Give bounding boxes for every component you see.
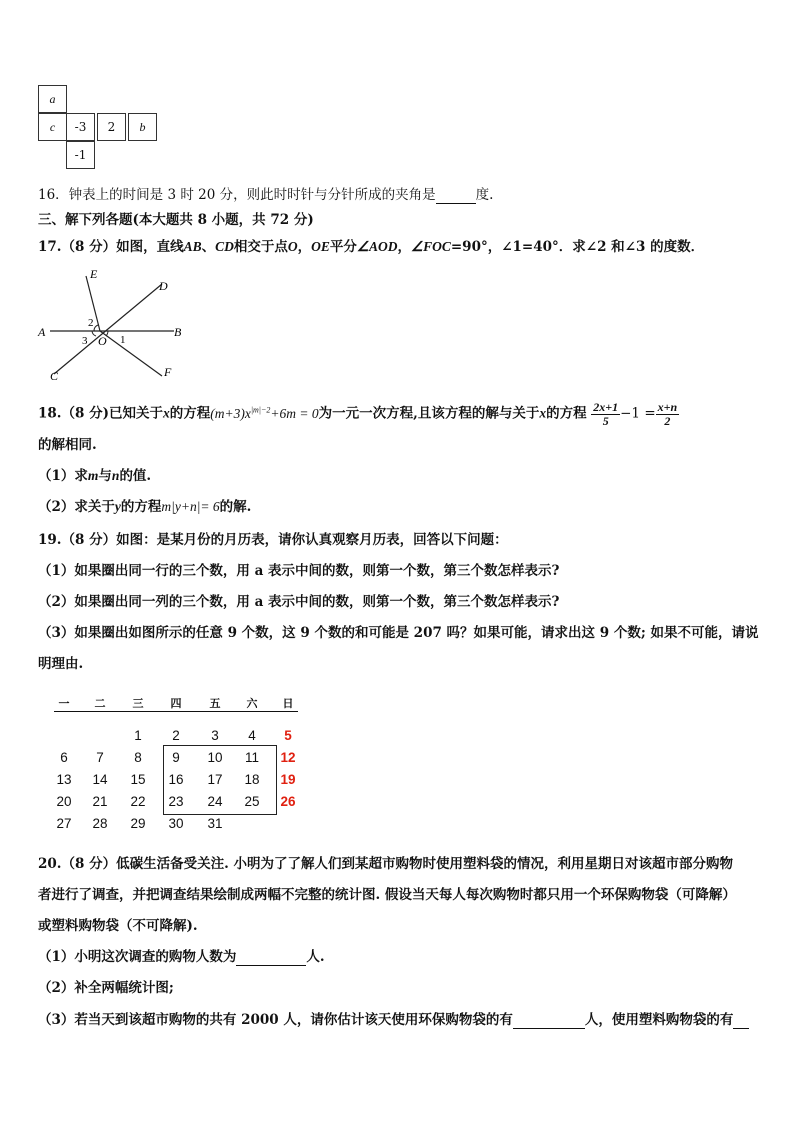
label-d: D [159,279,168,293]
net-cell-b: b [128,113,157,141]
calendar-day: 3 [211,728,219,743]
question-20-line2: 者进行了调查，并把调查结果绘制成两幅不完整的统计图. 假设当天每人每次购物时都只用一个环保购物袋（可降解） [38,887,736,903]
calendar-day: 13 [56,772,72,787]
calendar [46,695,306,840]
q20-p1-a: （1）小明这次调查的购物人数为 [38,949,237,965]
calendar-header-thu: 四 [170,697,182,710]
calendar-header-sat: 六 [246,697,258,710]
calendar-header-mon: 一 [58,697,70,710]
angle-2-arc [94,325,98,331]
q18-p2-c: 的解. [219,499,252,515]
q18-p2-equation: m|y+n|= 6 [161,499,220,514]
label-f: F [164,365,172,379]
label-3: 3 [82,335,88,347]
q18-eq1-rest: +6m = 0 [270,405,319,421]
calendar-day: 30 [168,816,184,831]
calendar-day: 27 [56,816,72,831]
q18-p1-c: 的值. [119,468,152,484]
q18-p1-n: n [111,468,120,483]
q19-part-3-line2: 明理由. [38,656,84,672]
calendar-day: 1 [134,728,142,743]
q18-p2-a: （2）求关于 [38,499,115,515]
section-3-heading: 三、解下列各题(本大题共 8 小题，共 72 分) [38,212,314,228]
ray-of [100,331,162,376]
q17-figure [34,266,194,386]
calendar-day: 5 [284,728,292,743]
frac-b-denominator: 2 [664,413,671,428]
calendar-day: 9 [172,750,180,765]
calendar-day: 16 [168,772,184,787]
q18-p1-m: m [87,468,99,483]
calendar-day: 14 [92,772,108,787]
q17-cd: CD [215,239,234,254]
net-cell-c: c [38,113,67,141]
q20-p1-blank [236,951,306,966]
calendar-day: 7 [96,750,104,765]
frac-a-denominator: 5 [602,413,609,428]
label-c: C [50,369,59,383]
calendar-day: 29 [130,816,146,831]
calendar-day: 25 [244,794,260,809]
q18-x1: x [162,405,170,421]
q18-fraction-a [591,401,620,428]
q19-part-2: （2）如果圈出同一列的三个数，用 a 表示中间的数，则第一个数，第三个数怎样表示? [38,594,560,610]
calendar-day: 19 [280,772,296,787]
calendar-day: 4 [248,728,256,743]
net-cell-minus3: -3 [66,113,95,141]
q20-p3-a: （3）若当天到该超市购物的共有 2000 人，请你估计该天使用环保购物袋的有 [38,1012,513,1028]
q17-mid1: 相交于点 [233,239,288,255]
calendar-day: 24 [207,794,223,809]
question-17 [38,238,704,256]
calendar-header-rule [54,711,298,712]
calendar-day: 23 [168,794,184,809]
q20-p3-blank-1 [513,1014,585,1029]
label-e: E [90,267,98,281]
calendar-day: 18 [244,772,260,787]
label-1: 1 [120,334,126,346]
q17-rest: =90°，∠1=40°．求∠2 和∠3 的度数． [450,239,705,255]
q18-minus-one: −1 = [620,405,656,422]
q18-text-a: 18.（8 分)已知关于 [38,405,163,422]
question-20-line3: 或塑料购物袋（不可降解). [38,918,198,934]
q20-p1-b: 人. [306,949,325,965]
calendar-day: 20 [56,794,72,809]
q20-p3-b: 人，使用塑料购物袋的有 [584,1012,734,1028]
q19-part-1: （1）如果圈出同一行的三个数，用 a 表示中间的数，则第一个数，第三个数怎样表示? [38,563,560,579]
q20-part-2: （2）补全两幅统计图; [38,980,174,996]
calendar-day: 6 [60,750,68,765]
q18-x2: x [539,405,547,421]
q16-answer-blank [436,189,476,204]
calendar-day: 11 [244,750,259,765]
label-o: O [98,334,107,348]
calendar-header-tue: 二 [94,697,106,710]
q16-text: 16．钟表上的时间是 3 时 20 分，则此时时针与分针所成的夹角是 [38,187,436,203]
label-a: A [38,325,46,339]
q17-sep3: ， [397,239,411,255]
label-2: 2 [88,317,94,329]
net-cell-a: a [38,85,67,113]
question-19-intro: 19.（8 分）如图：是某月份的月历表，请你认真观察月历表，回答以下问题： [38,532,508,548]
question-16 [38,186,493,204]
q20-p3-blank-2 [733,1014,749,1029]
calendar-day: 26 [280,794,296,809]
q18-p1-b: 与 [98,468,112,484]
frac-b-numerator: x+n [657,399,678,414]
q17-sep1: 、 [201,239,216,255]
calendar-day: 8 [134,750,142,765]
net-cell-minus1: -1 [66,141,95,169]
calendar-header-wed: 三 [132,697,144,710]
q17-ab: AB [183,239,202,254]
calendar-day: 15 [130,772,146,787]
question-20-line1: 20.（8 分）低碳生活备受关注. 小明为了了解人们到某超市购物时使用塑料袋的情况，利用星期日对该超市部分购物 [38,856,733,872]
q20-part-3 [38,1011,749,1029]
q17-oe: OE [311,239,330,254]
angle-3-arc [92,331,96,336]
frac-a-numerator: 2x+1 [593,399,619,414]
question-18-line2: 的解相同. [38,437,97,453]
calendar-day: 21 [92,794,108,809]
q18-p1-a: （1）求 [38,468,88,484]
q19-part-3-line1: （3）如果圈出如图所示的任意 9 个数，这 9 个数的和可能是 207 吗？如果可能，请求出这 9 个数; 如果不可能，请说 [38,625,759,641]
line-cd [54,284,162,374]
q18-equation-1 [210,406,318,421]
label-b: B [174,325,182,339]
calendar-header-fri: 五 [209,697,221,710]
calendar-header-sun: 日 [282,697,294,710]
calendar-day: 17 [207,772,223,787]
calendar-day: 2 [172,728,180,743]
calendar-day: 22 [130,794,146,809]
q17-prefix: 17.（8 分）如图，直线 [38,239,184,255]
q18-text-b: 的方程 [169,405,211,422]
q17-mid2: 平分 [329,239,357,255]
q18-text-c: 为一元一次方程,且该方程的解与关于 [318,405,540,422]
q18-p2-y: y [114,499,121,514]
q17-o: O [287,239,298,254]
q17-angle-aod: ∠AOD [356,239,398,254]
q18-eq1-exponent: |m|−2 [250,405,271,414]
q18-eq1-base: (m+3)x [210,405,251,421]
calendar-day: 10 [207,750,223,765]
calendar-day: 28 [92,816,108,831]
calendar-day: 12 [280,750,296,765]
q18-p2-b: 的方程 [120,499,162,515]
net-cell-2: 2 [97,113,126,141]
q18-text-d: 的方程 [546,405,587,422]
q20-part-1 [38,948,325,966]
calendar-day: 31 [207,816,223,831]
q17-angle-foc: ∠FOC [411,239,451,254]
q18-fraction-b [656,401,680,428]
q16-suffix: 度. [475,187,494,203]
q18-part-1 [38,467,151,485]
q18-part-2 [38,498,251,516]
q17-sep2: ， [297,239,312,255]
question-18-line1 [38,398,679,428]
